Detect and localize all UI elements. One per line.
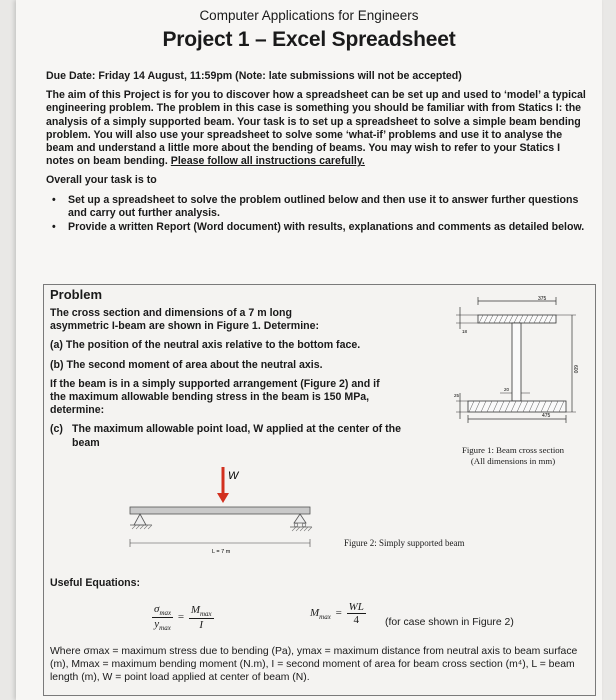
load-label: W [228,470,239,482]
problem-text [50,307,420,450]
equation-note: (for case shown in Figure 2) [385,617,514,628]
figure-1-caption-line2: (All dimensions in mm) [470,456,556,466]
task-item: • Provide a written Report (Word document) with results, explanations and comments as detailed below. [68,221,591,234]
useful-equations-title: Useful Equations: [50,577,141,589]
problem-statement: The cross section and dimensions of a 7 m long asymmetric I-beam are shown in Figure 1. Determine: [50,307,320,333]
instruction-text: Please follow all instructions carefully. [170,155,365,168]
document-page [16,0,602,700]
task-title: Overall your task is to [46,174,157,187]
aim-text: The aim of this Project is for you to discover how a spreadsheet can be set up and used to ‘model’ a typical engineering problem. The problem in this case is something you should be familiar with from Statics I: the analysis of a simply supported beam. Your task is to set up a spreadsheet to solve a simple beam bending problem. You will also use your spreadsheet to solve some ‘what-if’ problems and use it to analyse the beam and understand a little more about the bending of beams. You may wish to refer to your Statics I notes on beam bending. [46,89,586,168]
question-c-label: (c) [50,423,63,436]
question-c-text: The maximum allowable point load, W applied at the center of the beam [72,423,402,449]
roller-support-icon [294,514,306,523]
task-list [46,194,591,235]
beam-body [130,507,310,514]
aim-paragraph [46,89,591,168]
intro-section [46,70,591,235]
task-item: • Set up a spreadsheet to solve the problem outlined below and then use it to answer further questions and carry out further analysis. [68,194,591,220]
dim-top-width: 375 [538,296,547,302]
bending-stress-equation: $\frac{\sigma_{max}}{y_{max}}$ = $\frac{M_{max}}{I}$ [154,603,212,633]
question-b: (b) The second moment of area about the neutral axis. [50,358,323,371]
figure-1-caption [438,445,588,467]
condition-text: If the beam is in a simply supported arrangement (Figure 2) and if the maximum allowable bending stress in the beam is 150 MPa, determine: [50,377,380,417]
problem-title: Problem [50,287,103,302]
pin-support-icon [134,514,146,525]
load-arrow-icon [217,493,229,503]
figure-1-caption-line1: Figure 1: Beam cross section [461,445,565,455]
figure-2-caption: Figure 2: Simply supported beam [344,538,465,548]
problem-box [43,284,596,696]
max-moment-equation: $M_{max}$ = $\frac{WL}{4}$ [310,601,364,626]
dim-web: 20 [504,387,510,392]
dim-bottom-width: 475 [542,413,551,419]
due-date: Due Date: Friday 14 August, 11:59pm (Note: late submissions will not be accepted) [46,70,462,82]
course-title: Computer Applications for Engineers [199,8,419,23]
dim-top-flange: 18 [462,329,468,334]
dim-height: 600 [572,365,578,374]
project-title: Project 1 – Excel Spreadsheet [162,28,456,51]
equation-definitions: Where σmax = maximum stress due to bending (Pa), ymax = maximum distance from neutral axis to beam surface (m), Mmax = maximum bending moment (N.m), I = second moment of area for beam cross section (m⁴), L = beam length (m), W = point load applied at center of beam (N). [50,646,578,683]
simply-supported-beam-figure [124,461,324,571]
question-a: (a) The position of the neutral axis relative to the bottom face. [50,339,361,352]
question-c [50,423,420,449]
beam-cross-section-figure [438,293,588,443]
dim-bottom-flange: 25 [454,393,460,398]
length-label: L = 7 m [212,549,231,555]
